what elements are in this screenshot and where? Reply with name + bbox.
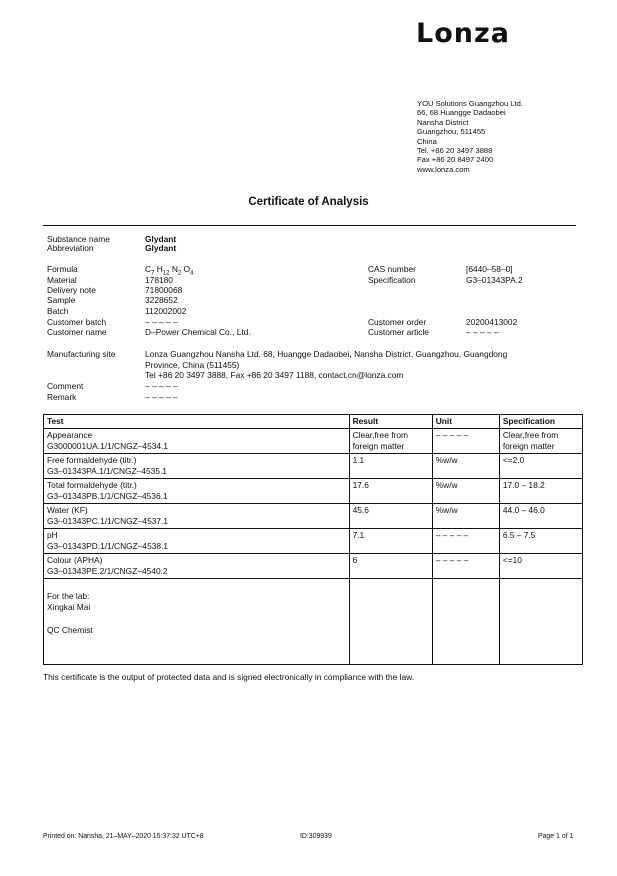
cas-number-value: [6440–58–0] (466, 264, 513, 274)
header-result: Result (349, 415, 432, 429)
results-table (43, 414, 583, 665)
sample-value: 3228652 (145, 295, 178, 305)
address-line: Guangzhou, 511455 (417, 127, 486, 137)
result-cell: 1.1 (349, 454, 432, 479)
result-cell: 17.6 (349, 479, 432, 504)
result-cell (349, 429, 432, 454)
delivery-note-label: Delivery note (47, 285, 96, 295)
empty-cell (499, 579, 582, 665)
spec-cell: 6.5 – 7.5 (499, 529, 582, 554)
address-line: Fax +86 20 8497 2400 (417, 155, 494, 165)
customer-batch-label: Customer batch (47, 317, 107, 327)
test-method: G3–01343PD.1/1/CNGZ–4538.1 (47, 541, 169, 551)
specification-label: Specification (368, 275, 416, 285)
address-line: YOU Solutions Guangzhou Ltd. (417, 99, 523, 108)
spec-cell: <=10 (499, 554, 582, 579)
address-line: Nansha District (417, 117, 469, 127)
cas-number-label: CAS number (368, 264, 416, 274)
spec-cell (499, 429, 582, 454)
result-cell: 7.1 (349, 529, 432, 554)
header-specification: Specification (499, 415, 582, 429)
spec-value: Clear,free from (502, 430, 559, 440)
manufacturing-site-value (145, 349, 507, 381)
formula-element: O (183, 264, 191, 274)
spec-cell: 17.0 – 18.2 (499, 479, 582, 504)
comment-value: – – – – – (145, 381, 178, 391)
table-row (44, 504, 583, 529)
test-name: Colour (APHA) (47, 555, 103, 565)
abbreviation-value: Glydant (145, 243, 177, 253)
test-method: G3–01343PC.1/1/CNGZ–4537.1 (47, 516, 169, 526)
formula-element: C (145, 264, 152, 274)
sample-label: Sample (47, 295, 76, 305)
result-value: foreign matter (352, 441, 405, 451)
abbreviation-label: Abbreviation (47, 243, 94, 253)
company-address (417, 99, 523, 174)
table-row (44, 554, 583, 579)
customer-name-label: Customer name (47, 327, 107, 337)
empty-cell (432, 579, 499, 665)
unit-cell: – – – – – (432, 554, 499, 579)
table-row (44, 479, 583, 504)
table-row (44, 454, 583, 479)
test-name: Free formaldehyde (titr.) (47, 455, 137, 465)
test-method: G3–01343PA.1/1/CNGZ–4535.1 (47, 466, 167, 476)
test-cell (44, 479, 350, 504)
test-cell (44, 529, 350, 554)
comment-label: Comment (47, 381, 84, 391)
customer-article-value: – – – – – (466, 327, 499, 337)
test-cell (44, 504, 350, 529)
lab-signer-role: QC Chemist (47, 625, 93, 635)
unit-cell: – – – – – (432, 429, 499, 454)
customer-article-label: Customer article (368, 327, 429, 337)
customer-order-label: Customer order (368, 317, 427, 327)
test-name: Total formaldehyde (titr.) (47, 480, 137, 490)
substance-name-value: Glydant (145, 234, 177, 244)
formula-subscript: 12 (162, 270, 170, 277)
material-value: 178180 (145, 275, 173, 285)
address-line: 66, 68 Huangge Dadaobei (417, 108, 506, 118)
remark-label: Remark (47, 392, 77, 402)
result-value: Clear,free from (352, 430, 408, 440)
test-cell (44, 454, 350, 479)
formula-element: H (156, 264, 163, 274)
test-method: G3000001UA.1/1/CNGZ–4534.1 (47, 441, 169, 451)
unit-cell: %w/w (432, 504, 499, 529)
result-cell: 6 (349, 554, 432, 579)
manufacturing-site-label: Manufacturing site (47, 349, 116, 359)
address-line: www.lonza.com (417, 164, 470, 174)
formula-label: Formula (47, 264, 78, 274)
test-method: G3–01343PB.1/1/CNGZ–4536.1 (47, 491, 168, 501)
manufacturing-line: Province, China (511455) (145, 359, 240, 370)
specification-value: G3–01343PA.2 (466, 275, 523, 285)
page-number: Page 1 of 1 (538, 833, 574, 840)
printed-on: Printed on: Nansha, 21–MAY–2020 15:37:32 UTC+8 (43, 833, 204, 840)
spec-value: foreign matter (502, 441, 555, 451)
formula-element: N (171, 264, 178, 274)
spec-cell: <=2.0 (499, 454, 582, 479)
header-test: Test (44, 415, 350, 429)
electronic-signature-note: This certificate is the output of protected data and is signed electronically in compliance with the law. (43, 672, 415, 682)
lab-signature-cell (44, 579, 350, 665)
customer-batch-value: – – – – – (145, 317, 178, 327)
customer-order-value: 20200413002 (466, 317, 518, 327)
remark-value: – – – – – (145, 392, 178, 402)
for-lab-label: For the lab: (47, 591, 90, 601)
address-line: Tel. +86 20 3497 3888 (417, 146, 493, 156)
unit-cell: – – – – – (432, 529, 499, 554)
address-line: China (417, 136, 437, 146)
table-row (44, 429, 583, 454)
test-name: Water (KF) (47, 505, 88, 515)
document-id: ID:309939 (300, 833, 332, 840)
table-row (44, 529, 583, 554)
formula-subscript: 2 (177, 270, 182, 277)
unit-cell: %w/w (432, 479, 499, 504)
signature-row (44, 579, 583, 665)
lab-signer-name: Xingkai Mai (47, 602, 91, 612)
test-name: pH (47, 530, 58, 540)
title-divider (43, 225, 576, 226)
substance-name-label: Substance name (47, 234, 110, 244)
spec-cell: 44.0 – 46.0 (499, 504, 582, 529)
test-cell (44, 429, 350, 454)
manufacturing-line: Lonza Guangzhou Nansha Ltd. 68, Huangge Dadaobei, Nansha District, Guangzhou, Guangdong (145, 349, 508, 359)
delivery-note-value: 71800068 (145, 285, 183, 295)
batch-label: Batch (47, 306, 69, 316)
test-cell (44, 554, 350, 579)
empty-cell (349, 579, 432, 665)
formula-subscript: 7 (151, 270, 155, 277)
formula-subscript: 4 (190, 270, 194, 277)
unit-cell: %w/w (432, 454, 499, 479)
manufacturing-line: Tel +86 20 3497 3888, Fax +86 20 3497 1188, contact.cn@lonza.com (145, 370, 404, 380)
result-cell: 45.6 (349, 504, 432, 529)
customer-name-value: D–Power Chemical Co., Ltd. (145, 327, 251, 337)
test-name: Appearance (47, 430, 93, 440)
document-title: Certificate of Analysis (248, 196, 369, 208)
material-label: Material (47, 275, 77, 285)
test-method: G3–01343PE.2/1/CNGZ–4540.2 (47, 566, 168, 576)
lonza-logo: Lonza (416, 18, 510, 49)
header-unit: Unit (432, 415, 499, 429)
table-header-row (44, 415, 583, 429)
batch-value: 112002002 (145, 306, 187, 316)
